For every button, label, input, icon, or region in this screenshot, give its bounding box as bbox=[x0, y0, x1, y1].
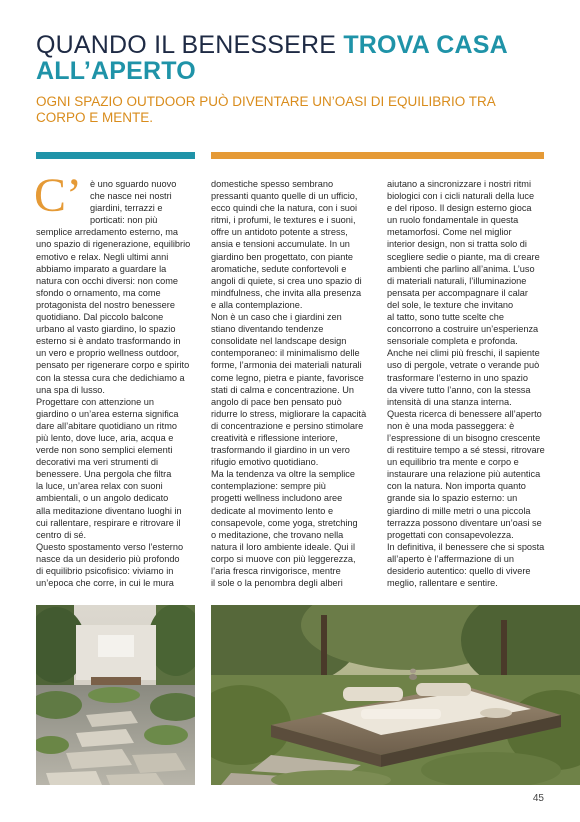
title-plain: QUANDO IL BENESSERE bbox=[36, 31, 344, 59]
page-number: 45 bbox=[532, 793, 544, 804]
outdoor-lounge-illustration bbox=[211, 605, 580, 785]
title-accent: TROVA CASA ALL’APERTO bbox=[36, 31, 507, 85]
column-3-text: aiutano a sincronizzare i nostri ritmi biologici con i cicli naturali della luce e del riposo. Il design esterno gioca un ruolo fondamentale in questa metamorfosi. Come nel miglior interior design, non si tratta solo di scegliere sedie o piante, ma di creare ambienti che parlino all’anima. L’uso di materiali naturali, l’illuminazione pensata per accompagnare il calar del sole, le texture che invitano al tatto, sono tutte scelte che concorrono a costruire un’esperienza sensoriale completa e profonda. Anche nei climi più freschi, il sapiente uso di pergole, vetrate o verande può trasformare l’esterno in uno spazio da vivere tutto l’anno, con la stessa intensità di una stanza interna. Questa ricerca di benessere all’aperto non è una moda passeggera: è l’espressione di un bisogno crescente di restituire tempo a sé stessi, ritrovare un equilibrio tra mente e corpo e instaurare una relazione più autentica con la natura. Non importa quanto grande sia lo spazio esterno: un giardino di mille metri o una piccola terrazza possono diventare un’oasi se progettati con consapevolezza. In definitiva, il benessere che si sposta all’aperto è l’affermazione di un desiderio autentico: quello di vivere meglio, rallentare e sentire. bbox=[387, 179, 545, 589]
accent-bar-orange bbox=[211, 152, 544, 159]
column-1-text: è uno sguardo nuovo che nasce nei nostri giardini, terrazzi e porticati: non più semplice arredamento esterno, ma uno spazio di rigenerazione, equilibrio emotivo e relax. Negli ultimi anni abbiamo imparato a guardare la natura con occhi diversi: non come sfondo o ornamento, ma come protagonista del nostro benessere quotidiano. Dal piccolo balcone urbano al vasto giardino, lo spazio esterno si è andato trasformando in un vero e proprio wellness outdoor, pensato per rigenerare corpo e spirito con la stessa cura che dedichiamo a una spa di lusso. Progettare con attenzione un giardino o un’area esterna significa dare all’abitare quotidiano un ritmo più lento, dove luce, aria, acqua e verde non sono semplici elementi decorativi ma veri strumenti di benessere. Una pergola che filtra la luce, un’area relax con suoni ambientali, o un angolo dedicato alla meditazione diventano luoghi in cui rallentare, respirare e ritrovare il centro di sé. Questo spostamento verso l’esterno nasce da un desiderio più profondo di equilibrio psicofisico: viviamo in un’epoca che corre, in cui le mura bbox=[36, 179, 191, 589]
subtitle: OGNI SPAZIO OUTDOOR PUÒ DIVENTARE UN’OASI DI EQUILIBRIO TRA CORPO E MENTE. bbox=[36, 94, 496, 125]
column-2-text: domestiche spesso sembrano pressanti quanto quelle di un ufficio, ecco quindi che la natura, con i suoi ritmi, i profumi, le textures e i suoni, offre un antidoto potente a stress, ansia e tensioni accumulate. In un giardino ben progettato, con piante aromatiche, sedute confortevoli e angoli di quiete, si crea uno spazio di mindfulness, che invita alla presenza e alla contemplazione. Non è un caso che i giardini zen stiano diventando tendenze consolidate nel landscape design contemporaneo: il minimalismo delle forme, l’armonia dei materiali naturali come legno, pietra e piante, favorisce stati di calma e concentrazione. Un angolo di pace ben pensato può ridurre lo stress, migliorare la capacità di concentrazione e persino stimolare creatività e riflessione interiore, trasformando il giardino in un vero rifugio emotivo quotidiano. Ma la tendenza va oltre la semplice contemplazione: sempre più progetti wellness includono aree dedicate al movimento lento e consapevole, come yoga, stretching o meditazione, che trovano nella natura il loro ambiente ideale. Qui il corpo si muove con più leggerezza, l’aria fresca rinvigorisce, mentre il sole o la penombra degli alberi bbox=[211, 179, 367, 589]
accent-bar-blue bbox=[36, 152, 195, 159]
zen-garden-photo bbox=[36, 605, 195, 785]
article-column-2 bbox=[211, 178, 368, 589]
dropcap: C’ bbox=[34, 169, 82, 222]
article-column-1 bbox=[34, 169, 195, 589]
outdoor-lounge-photo bbox=[211, 605, 580, 785]
zen-garden-illustration bbox=[36, 605, 195, 785]
article-column-3 bbox=[387, 178, 545, 589]
page-title bbox=[36, 32, 556, 84]
